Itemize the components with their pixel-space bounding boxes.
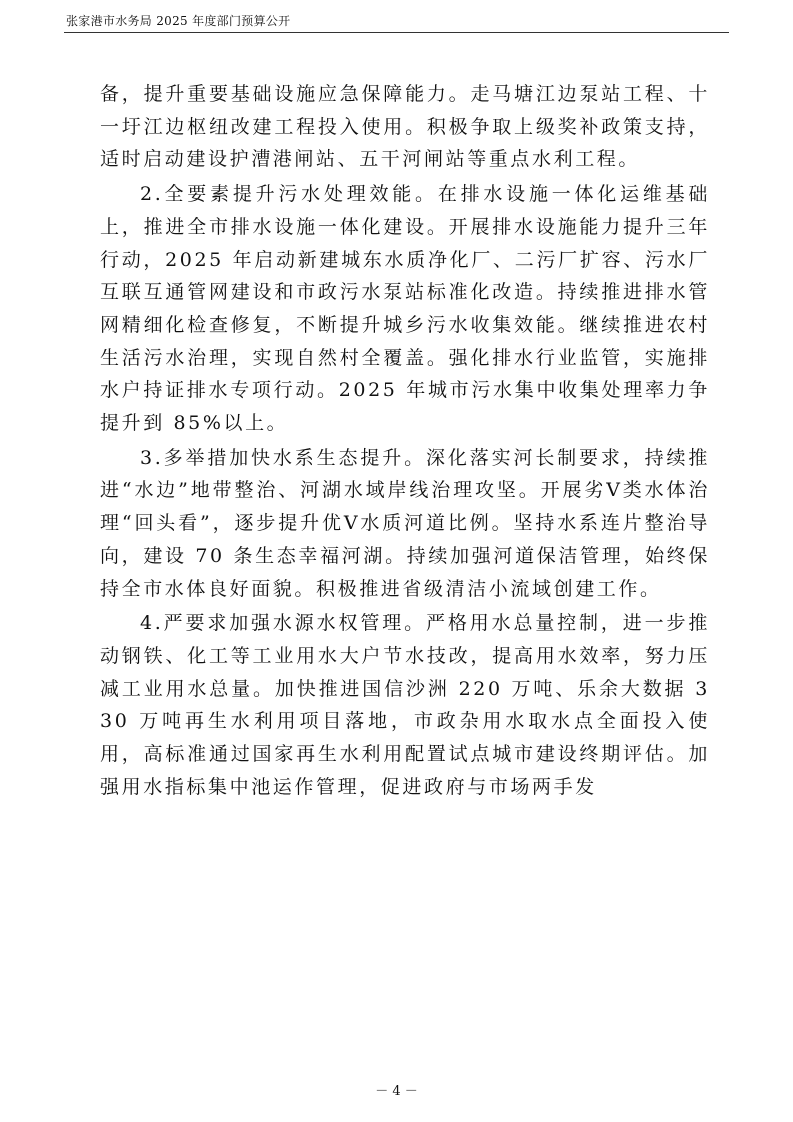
page-header [64, 10, 729, 33]
page-number: － 4 － [375, 1084, 418, 1099]
paragraph-4: 4.严要求加强水源水权管理。严格用水总量控制，进一步推动钢铁、化工等工业用水大户节水技改，提高用水效率，努力压减工业用水总量。加快推进国信沙洲 220 万吨、乐余大数据 330 万吨再生水利用项目落地，市政杂用水取水点全面投入使用，高标准通过国家再生水利用配置试点城市建设终期评估。加强用水指标集中池运作管理，促进政府与市场两手发 [100, 612, 710, 798]
header-title: 张家港市水务局 2025 年度部门预算公开 [66, 14, 291, 28]
paragraph-2: 2.全要素提升污水处理效能。在排水设施一体化运维基础上，推进全市排水设施一体化建设。开展排水设施能力提升三年行动，2025 年启动新建城东水质净化厂、二污厂扩容、污水厂互联互通管网建设和市政污水泵站标准化改造。持续推进排水管网精细化检查修复，不断提升城乡污水收集效能。继续推进农村生活污水治理，实现自然村全覆盖。强化排水行业监管，实施排水户持证排水专项行动。2025 年城市污水集中收集处理率力争提升到 85%以上。 [100, 183, 710, 435]
paragraph-3: 3.多举措加快水系生态提升。深化落实河长制要求，持续推进“水边”地带整治、河湖水域岸线治理攻坚。开展劣Ⅴ类水体治理“回头看”，逐步提升优Ⅴ水质河道比例。坚持水系连片整治导向，建设 70 条生态幸福河湖。持续加强河道保洁管理，始终保持全市水体良好面貌。积极推进省级清洁小流域创建工作。 [100, 446, 710, 600]
document-body [100, 78, 710, 805]
paragraph-1: 备，提升重要基础设施应急保障能力。走马塘江边泵站工程、十一圩江边枢纽改建工程投入使用。积极争取上级奖补政策支持，适时启动建设护漕港闸站、五干河闸站等重点水利工程。 [100, 83, 710, 171]
